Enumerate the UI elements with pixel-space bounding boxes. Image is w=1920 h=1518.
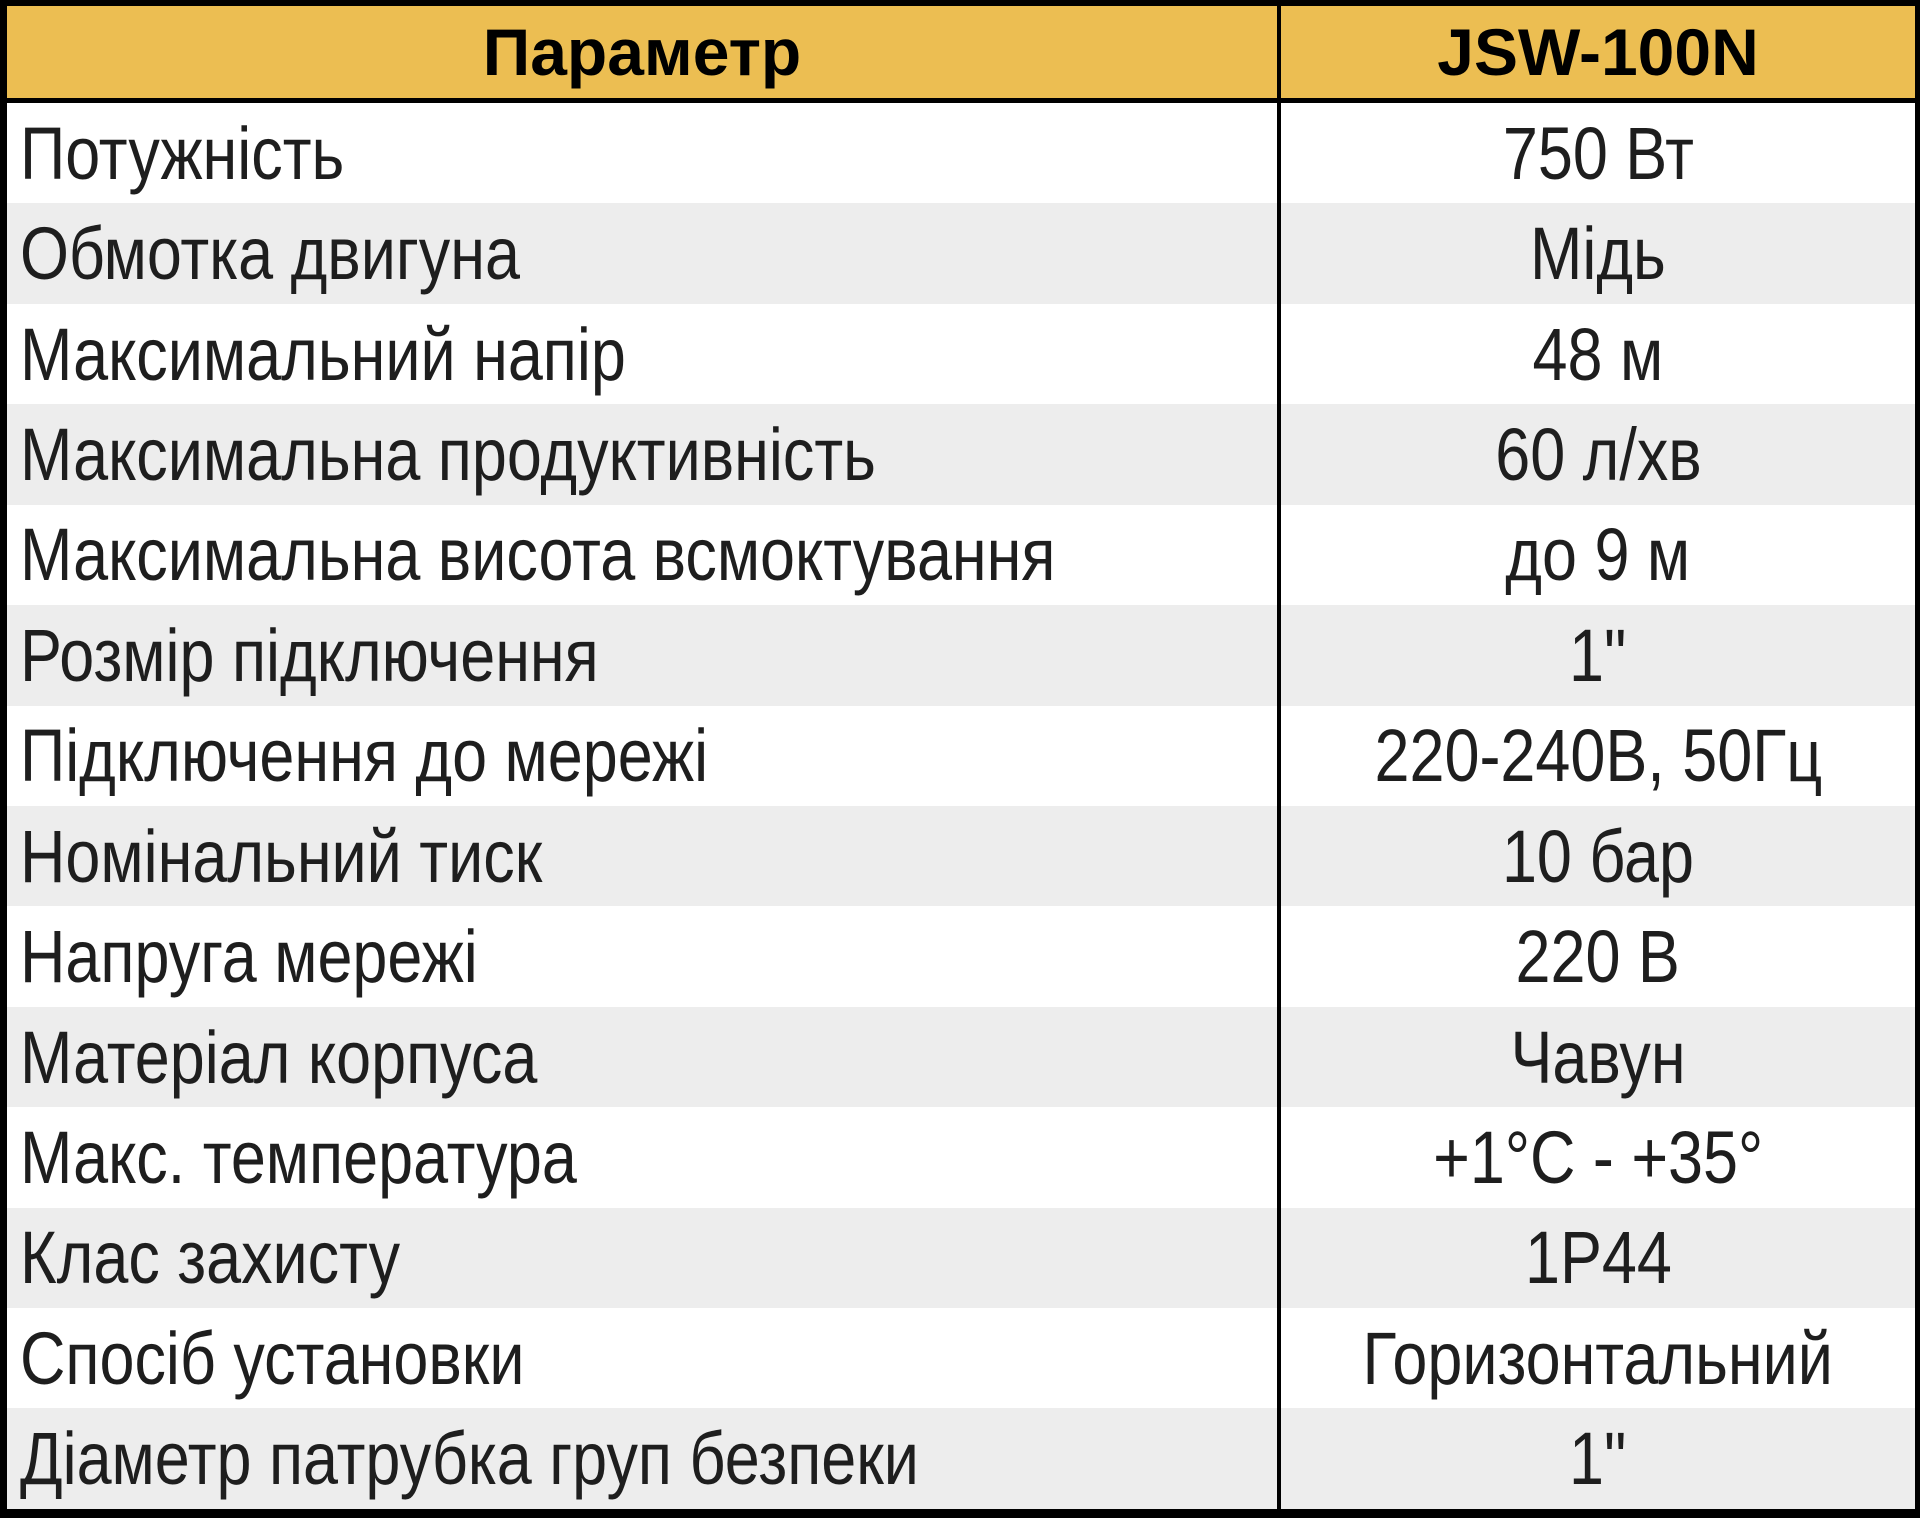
param-label: Макс. температура <box>20 1115 577 1199</box>
param-value: 1" <box>1569 613 1627 697</box>
table-row <box>7 1308 1915 1408</box>
value-cell <box>1281 103 1915 203</box>
param-cell <box>7 605 1281 705</box>
param-label: Обмотка двигуна <box>20 212 520 296</box>
table-row <box>7 304 1915 404</box>
param-cell <box>7 1408 1281 1508</box>
header-cell-model <box>1281 6 1915 98</box>
param-value: 48 м <box>1532 312 1664 396</box>
table-header-row <box>7 6 1915 103</box>
value-cell <box>1281 806 1915 906</box>
param-label: Максимальна продуктивність <box>20 412 876 496</box>
table-row <box>7 1208 1915 1308</box>
header-parameter-label: Параметр <box>482 15 802 89</box>
param-value: 1" <box>1569 1417 1627 1501</box>
param-cell <box>7 906 1281 1006</box>
param-label: Розмір підключення <box>20 613 599 697</box>
table-row <box>7 404 1915 504</box>
param-cell <box>7 1107 1281 1207</box>
value-cell <box>1281 304 1915 404</box>
param-cell <box>7 806 1281 906</box>
param-cell <box>7 1007 1281 1107</box>
table-row <box>7 1408 1915 1508</box>
value-cell <box>1281 1308 1915 1408</box>
header-model-label: JSW-100N <box>1437 15 1759 89</box>
param-value: до 9 м <box>1505 513 1691 597</box>
param-value: 10 бар <box>1502 814 1694 898</box>
table-row <box>7 505 1915 605</box>
param-cell <box>7 103 1281 203</box>
param-cell <box>7 706 1281 806</box>
header-cell-parameter <box>7 6 1281 98</box>
value-cell <box>1281 706 1915 806</box>
param-cell <box>7 1208 1281 1308</box>
table-row <box>7 706 1915 806</box>
value-cell <box>1281 505 1915 605</box>
value-cell <box>1281 605 1915 705</box>
param-value: Мідь <box>1530 212 1666 296</box>
value-cell <box>1281 1408 1915 1508</box>
param-cell <box>7 304 1281 404</box>
param-label: Підключення до мережі <box>20 714 709 798</box>
param-label: Потужність <box>20 111 345 195</box>
param-value: 220-240В, 50Гц <box>1374 714 1822 798</box>
table-row <box>7 605 1915 705</box>
param-value: Горизонтальний <box>1362 1316 1834 1400</box>
value-cell <box>1281 1007 1915 1107</box>
param-value: 750 Вт <box>1502 111 1694 195</box>
param-cell <box>7 203 1281 303</box>
value-cell <box>1281 1107 1915 1207</box>
param-value: 220 В <box>1515 915 1681 999</box>
param-cell <box>7 404 1281 504</box>
value-cell <box>1281 203 1915 303</box>
param-value: 60 л/хв <box>1494 412 1702 496</box>
table-row <box>7 906 1915 1006</box>
param-label: Максимальна висота всмоктування <box>20 513 1056 597</box>
table-row <box>7 1107 1915 1207</box>
value-cell <box>1281 906 1915 1006</box>
param-cell <box>7 1308 1281 1408</box>
param-label: Діаметр патрубка груп безпеки <box>20 1417 919 1501</box>
table-row <box>7 103 1915 203</box>
param-label: Напруга мережі <box>20 915 478 999</box>
param-cell <box>7 505 1281 605</box>
table-row <box>7 203 1915 303</box>
table-row <box>7 806 1915 906</box>
value-cell <box>1281 1208 1915 1308</box>
table-row <box>7 1007 1915 1107</box>
param-label: Максимальний напір <box>20 312 626 396</box>
param-label: Матеріал корпуса <box>20 1015 538 1099</box>
value-cell <box>1281 404 1915 504</box>
param-label: Номінальний тиск <box>20 814 543 898</box>
param-value: 1P44 <box>1524 1216 1672 1300</box>
param-label: Спосіб установки <box>20 1316 525 1400</box>
param-value: +1°C - +35° <box>1432 1115 1764 1199</box>
param-value: Чавун <box>1510 1015 1686 1099</box>
param-label: Клас захисту <box>20 1216 401 1300</box>
